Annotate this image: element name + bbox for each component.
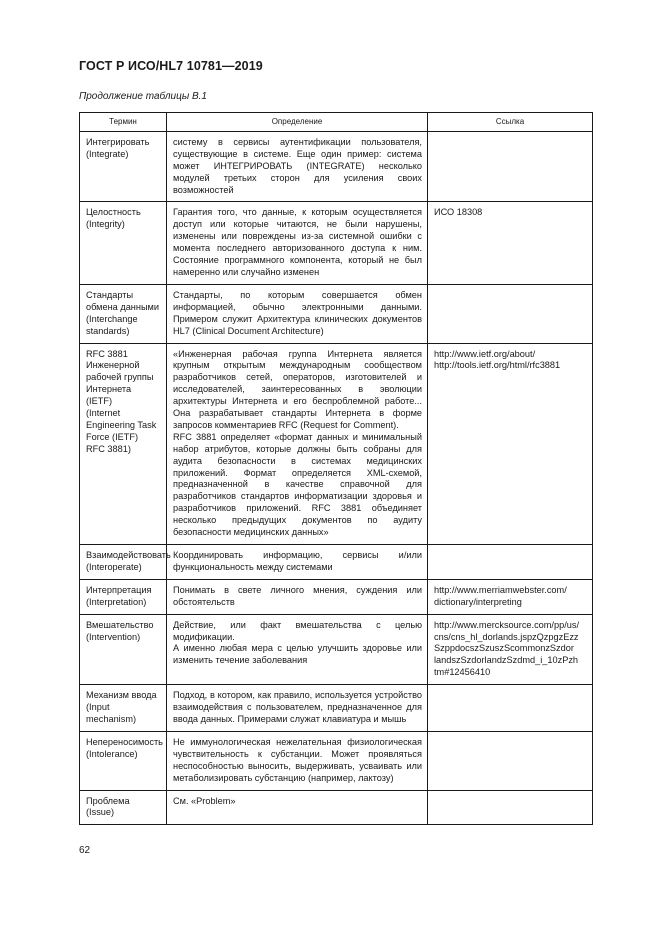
table-caption: Продолжение таблицы В.1 bbox=[79, 91, 207, 102]
term-cell-text: Целостность bbox=[86, 207, 141, 218]
reference-cell bbox=[428, 731, 593, 790]
reference-cell bbox=[428, 614, 593, 685]
definition-cell-text: Понимать в свете личного мнения, суждения или обстоятельств bbox=[173, 584, 422, 607]
definition-cell-text: RFC 3881 определяет «формат данных и минимальный набор атрибутов, которые должны быть собраны для аудита безопасности в системах медицинских приложений. Формат определяется XML-схемой, предназначенной в качестве справочной для разработчиков стандартов информатизации здоровья и разработчиков приложений. RFC 3881 объединяет несколько предыдущих документов по аудиту безопасности медицинских данных» bbox=[173, 431, 422, 538]
reference-cell-text: landszSzdorlandzSzdmd_i_10zPzh bbox=[434, 655, 579, 666]
definition-cell bbox=[167, 202, 428, 284]
definition-cell-text: Не иммунологическая нежелательная физиологическая чувствительность к субстанции. Может проявляться неспособностью выносить, выдерживать, усваивать или метаболизировать субстанцию (например, лактозу) bbox=[173, 736, 422, 783]
term-cell bbox=[80, 131, 167, 202]
definition-cell bbox=[167, 790, 428, 825]
definition-cell bbox=[167, 545, 428, 580]
table-row bbox=[80, 579, 593, 614]
term-cell-text: (Integrity) bbox=[86, 219, 125, 230]
definition-cell bbox=[167, 614, 428, 685]
term-cell bbox=[80, 202, 167, 284]
reference-cell-text: http://www.mercksource.com/pp/us/ bbox=[434, 619, 580, 630]
term-cell-text: (Input mechanism) bbox=[86, 702, 137, 724]
term-cell-text: Непереносимость bbox=[86, 736, 163, 747]
reference-cell bbox=[428, 131, 593, 202]
document-header: ГОСТ Р ИСО/HL7 10781—2019 bbox=[79, 59, 263, 73]
term-cell-text: (Interchange standards) bbox=[86, 313, 138, 336]
table-header-row bbox=[80, 113, 593, 132]
definition-cell-text: Действие, или факт вмешательства с целью модификации. bbox=[173, 619, 422, 642]
column-header-term: Термин bbox=[80, 113, 167, 132]
term-cell bbox=[80, 790, 167, 825]
table-row bbox=[80, 202, 593, 284]
reference-cell bbox=[428, 685, 593, 732]
term-cell-text: (Internet Engineering Task Force (IETF) bbox=[86, 408, 157, 442]
reference-cell bbox=[428, 202, 593, 284]
table-row bbox=[80, 343, 593, 545]
definition-cell-text: Подход, в котором, как правило, используется устройство взаимодействия с пользователем, предназначенное для ввода данных. Примерами служат клавиатура и мышь bbox=[173, 690, 422, 724]
definition-cell-text: Координировать информацию, сервисы и/или функциональность между системами bbox=[173, 550, 422, 572]
reference-cell-text: SzppdocszSzuszScommonzSzdor bbox=[434, 643, 574, 654]
term-cell-text: Инженерной рабочей группы Интернета bbox=[86, 360, 154, 395]
reference-cell-text: http://tools.ietf.org/html/rfc3881 bbox=[434, 360, 561, 371]
definition-cell-text: Гарантия того, что данные, к которым осуществляется доступ или которые читаются, не были нарушены, изменены или повреждены из-за системной ошибки с момента последнего авторизованного доступа к ним. Состояние программного компонента, который не был намеренно или случайно изменен bbox=[173, 207, 422, 277]
definition-cell bbox=[167, 579, 428, 614]
term-cell-text: (Intervention) bbox=[86, 631, 141, 642]
term-cell-text: Интегрировать bbox=[86, 136, 150, 147]
reference-cell-text: dictionary/interpreting bbox=[434, 596, 522, 607]
term-cell-text: RFC 3881 bbox=[86, 348, 128, 359]
definition-cell bbox=[167, 731, 428, 790]
term-cell-text: Механизм ввода bbox=[86, 690, 157, 701]
definition-cell-text: Стандарты, по которым совершается обмен информацией, обычно электронными данными. Примером служит Архитектура клинических документов HL7 (Clinical Document Architecture) bbox=[173, 289, 422, 336]
definition-cell bbox=[167, 343, 428, 545]
reference-cell bbox=[428, 545, 593, 580]
reference-cell-text: http://www.ietf.org/about/ bbox=[434, 348, 536, 359]
definition-cell bbox=[167, 131, 428, 202]
term-cell bbox=[80, 685, 167, 732]
table-row bbox=[80, 731, 593, 790]
term-cell bbox=[80, 579, 167, 614]
definition-cell bbox=[167, 284, 428, 343]
term-cell-text: Вмешательство bbox=[86, 619, 154, 630]
table-row bbox=[80, 614, 593, 685]
term-cell-text: (IETF) bbox=[86, 396, 113, 407]
term-cell bbox=[80, 731, 167, 790]
term-cell bbox=[80, 284, 167, 343]
column-header-definition: Определение bbox=[167, 113, 428, 132]
term-cell bbox=[80, 343, 167, 545]
column-header-reference: Ссылка bbox=[428, 113, 593, 132]
term-cell-text: RFC 3881) bbox=[86, 443, 131, 454]
table-row bbox=[80, 790, 593, 825]
term-cell-text: (Intolerance) bbox=[86, 748, 138, 759]
reference-cell bbox=[428, 579, 593, 614]
definition-cell-text: «Инженерная рабочая группа Интернета является крупным открытым международным сообществом разработчиков сетей, операторов, изготовителей и исследователей, заинтересованных в эволюции архитектуры Интернета и его беспроблемной работе... Она разрабатывает стандарты Интернета в форме запросов комментариев RFC (Request for Comment). bbox=[173, 348, 422, 430]
term-cell bbox=[80, 545, 171, 580]
term-cell-text: (Integrate) bbox=[86, 148, 129, 159]
term-cell-text: (Issue) bbox=[86, 807, 115, 818]
table-row bbox=[80, 284, 593, 343]
table-row bbox=[80, 685, 593, 732]
table-row bbox=[80, 131, 593, 202]
reference-cell-text: cns/cns_hl_dorlands.jspzQzpgzEzz bbox=[434, 631, 579, 642]
reference-cell-text: ИСО 18308 bbox=[434, 207, 483, 218]
table-row bbox=[80, 545, 593, 580]
term-cell-text: Проблема bbox=[86, 795, 130, 806]
term-cell-text: (Interpretation) bbox=[86, 596, 147, 607]
definition-cell-text: А именно любая мера с целью улучшить здоровье или изменить течение заболевания bbox=[173, 643, 422, 666]
term-cell-text: Взаимодействовать bbox=[86, 550, 171, 560]
reference-cell bbox=[428, 343, 593, 545]
definition-cell-text: См. «Problem» bbox=[173, 795, 236, 806]
term-cell bbox=[80, 614, 167, 685]
reference-cell-text: tm#12456410 bbox=[434, 667, 491, 678]
reference-cell bbox=[428, 284, 593, 343]
definition-cell-text: системy в сервисы аутентификации пользователя, существующие в системе. Еще один пример: система может ИНТЕГРИРОВАТЬ (INTEGRATE) несколько модулей третьих сторон для усиления своих возможностей bbox=[173, 136, 422, 195]
reference-cell-text: http://www.merriamwebster.com/ bbox=[434, 584, 567, 595]
reference-cell bbox=[428, 790, 593, 825]
term-cell-text: (Interoperate) bbox=[86, 561, 142, 572]
definition-cell bbox=[167, 685, 428, 732]
page-number: 62 bbox=[79, 845, 91, 856]
terms-table bbox=[79, 112, 593, 825]
term-cell-text: Стандарты обмена данными bbox=[86, 289, 160, 312]
term-cell-text: Интерпретация bbox=[86, 584, 152, 595]
